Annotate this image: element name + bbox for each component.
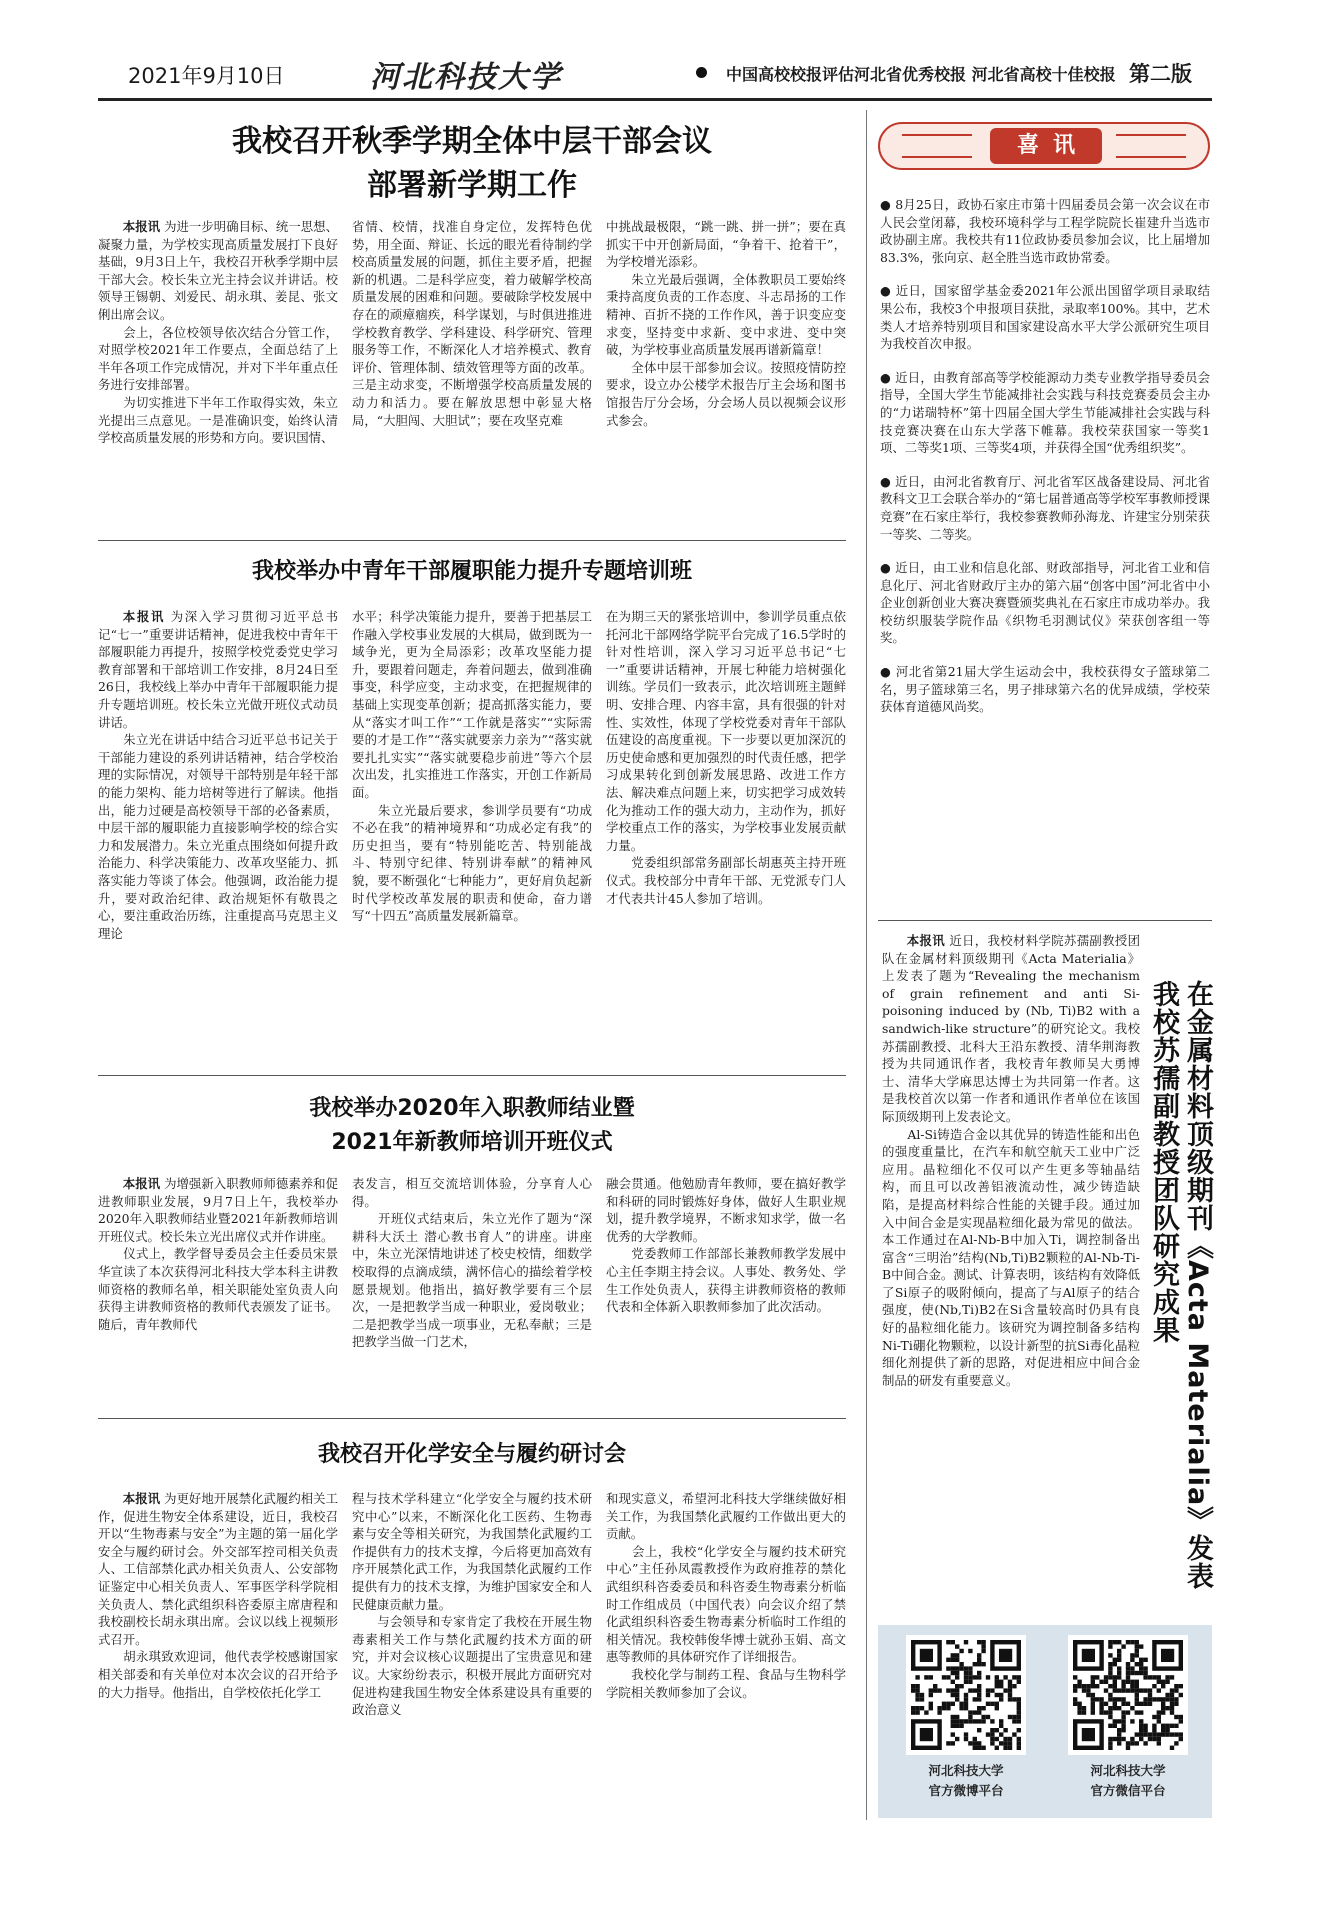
article1-col2-text: 省情、校情，找准自身定位，发挥特色优势，用全面、辩证、长远的眼光看待制约学校高质量发展的问题，抓住主要矛盾，把握新的机遇。二是科学应变，着力破解学校高质量发展的困难和问题。要破除学校发展中存在的顽瘴痼疾，科学谋划，与时俱进推进学校教育教学、学科建设、科学研究、管理服务等工作，不断深化人才培养模式、教育评价、管理体制、绩效管理等方面的改革。三是主动求变，不断增强学校高质量发展的动力和活力。要在解放思想中彰显大格局，“大胆闯、大胆试”；要在攻坚克难 xyxy=(352,219,592,428)
article4-col1-text: 为更好地开展禁化武履约相关工作，促进生物安全体系建设，近日，我校召开以“生物毒素与安全”为主题的第一届化学安全与履约研讨会。外交部军控司相关负责人、工信部禁化武办相关负责人、公安部物证鉴定中心相关负责人、军事医学科学院相关负责人、禁化武组织科咨委原主席唐程和我校副校长胡永琪出席。会议以线上视频形式召开。 胡永琪致欢迎词，他代表学校感谢国家相关部委和有关单位对本次会议的召开给予的大力指导。他指出，自学校依托化学工 xyxy=(98,1491,338,1700)
article3-col3-text: 融会贯通。他勉励青年教师，要在搞好教学和科研的同时锻炼好身体，做好人生职业规划，提升教学境界，不断求知求学，做一名优秀的大学教师。 党委教师工作部部长兼教师教学发展中心主任李期主持会议。人事处、教务处、学生工作处负责人，获得主讲教师资格的教师代表和全体新入职教师参加了此次活动。 xyxy=(606,1176,846,1315)
newspaper-logo: 河北科技大学 xyxy=(370,60,562,95)
weixin-caption-line1: 河北科技大学 xyxy=(1090,1763,1166,1778)
list-item: ● 近日，由河北省教育厅、河北省军区战备建设局、河北省教科文卫工会联合举办的“第七届普通高等学校军事教师授课竞赛”在石家庄举行，我校参赛教师孙海龙、许建宝分别荣获一等奖、二等奖。 xyxy=(880,473,1210,542)
article5-lead-label: 本报讯 xyxy=(906,933,946,948)
article3-title-line2: 2021年新教师培训开班仪式 xyxy=(331,1130,613,1155)
banner-ornament-icon xyxy=(902,134,972,158)
good-news-header: 喜讯 xyxy=(990,128,1102,164)
article2-col2 xyxy=(352,608,592,1060)
good-news-item-text: 近日，由河北省教育厅、河北省军区战备建设局、河北省教科文卫工会联合举办的“第七届普通高等学校军事教师授课竞赛”在石家庄举行，我校参赛教师孙海龙、许建宝分别荣获一等奖、二等奖。 xyxy=(880,473,1210,542)
good-news-item-text: 近日，由工业和信息化部、财政部指导，河北省工业和信息化厅、河北省财政厅主办的第六届“创客中国”河北省中小企业创新创业大赛决赛暨颁奖典礼在石家庄市成功举办。我校纺织服装学院作品《织物毛羽测试仪》荣获创客组一等奖。 xyxy=(880,560,1210,646)
article1-col1-text: 为进一步明确目标、统一思想、凝聚力量，为学校实现高质量发展打下良好基础，9月3日上午，我校召开秋季学期中层干部大会。校长朱立光主持会议并讲话。校领导王锡朝、刘爱民、胡永琪、姜昆、张文俐出席会议。 会上，各位校领导依次结合分管工作，对照学校2021年工作要点，全面总结了上半年各项工作完成情况，并对下半年重点任务进行安排部署。 为切实推进下半年工作取得实效，朱立光提出三点意见。一是准确识变，始终认清学校高质量发展的形势和方向。要识国情、 xyxy=(98,219,338,446)
article4-col2-text: 程与技术学科建立“化学安全与履约技术研究中心”以来，不断深化化工医药、生物毒素与安全等相关研究，为我国禁化武履约工作提供有力的技术支撑，今后将更加高效有序开展禁化武工作，为我国禁化武履约工作提供有力的技术支撑，为维护国家安全和人民健康贡献力量。 与会领导和专家肯定了我校在开展生物毒素相关工作与禁化武履约技术方面的研究，并对会议核心议题提出了宝贵意见和建议。大家纷纷表示，积极开展此方面研究对促进构建我国生物安全体系建设具有重要的政治意义 xyxy=(352,1491,592,1718)
article3-col1-text: 为增强新入职教师师德素养和促进教师职业发展，9月7日上午，我校举办2020年入职教师结业暨2021年新教师培训开班仪式。校长朱立光出席仪式并作讲座。 仪式上，教学督导委员会主任委员宋景华宣读了本次获得河北科技大学本科主讲教师资格的教师名单，相关职能处室负责人向获得主讲教师资格的教师代表颁发了证书。随后，青年教师代 xyxy=(98,1176,338,1332)
article2-col2-text: 水平；科学决策能力提升，要善于把基层工作融入学校事业发展的大棋局，做到既为一域争光，更为全局添彩；改革攻坚能力提升，要跟着问题走，奔着问题去，做到准确事变，科学应变，主动求变，在把握规律的基础上实现变革创新；提高抓落实能力，要从“落实才叫工作”“工作就是落实”“实际需要的才是工作”“落实就要亲力亲为”“落实就要扎扎实实”“落实就要稳步前进”等六个层次出发，扎实推进工作落实，开创工作新局面。 朱立光最后要求，参训学员要有“功成不必在我”的精神境界和“功成必定有我”的历史担当，要有“特别能吃苦、特别能战斗、特别守纪律、特别讲奉献”的精神风貌，要不断强化“七种能力”，更好肩负起新时代学校改革发展的职责和使命，奋力谱写“十四五”高质量发展新篇章。 xyxy=(352,609,592,924)
article5-body-text: 近日，我校材料学院苏孺副教授团队在金属材料顶级期刊《Acta Materialia》上发表了题为“Revealing the mechanism of grain refinement and anti Si-poisoning induced by (Nb, Ti)B2 with a sandwich-like structure”的研究论文。我校苏孺副教授、北科大王沿东教授、清华荆海教授为共同通讯作者，我校青年教师吴大勇博士、清华大学麻思达博士为共同第一作者。这是我校首次以第一作者和通讯作者单位在该国际顶级期刊上发表论文。 Al-Si铸造合金以其优异的铸造性能和出色的强度重量比，在汽车和航空航天工业中广泛应用。晶粒细化不仅可以产生更多等轴晶结构，而且可以改善铝液流动性，减少铸造缺陷，是提高材料综合性能的关键手段。通过加入中间合金是实现晶粒细化最为常见的做法。本工作通过在Al-Nb-B中加入Ti，调控制备出富含“三明治”结构(Nb,Ti)B2颗粒的Al-Nb-Ti-B中间合金。测试、计算表明，该结构有效降低了Si原子的吸附倾向，提高了与Al原子的结合强度，使(Nb,Ti)B2在Si含量较高时仍具有良好的晶粒细化能力。该研究为调控制备多结构Ni-Ti硼化物颗粒，以设计新型的抗Si毒化晶粒细化剂提供了新的思路，对促进相应中间合金制品的研发有重要意义。 xyxy=(882,933,1140,1388)
article4-col2 xyxy=(352,1490,592,1810)
article3-lead-label: 本报讯 xyxy=(122,1176,161,1191)
good-news-list xyxy=(880,196,1210,916)
article2-col3-text: 在为期三天的紧张培训中，参训学员重点依托河北干部网络学院平台完成了16.5学时的针对性培训，深入学习习近平总书记“七一”重要讲话精神，开展七种能力培树强化训练。学员们一致表示，此次培训班主题鲜明、安排合理、内容丰富，具有很强的针对性、实效性，体现了学校党委对青年干部队伍建设的高度重视。下一步要以更加深沉的历史使命感和更加强烈的时代责任感，把学习成果转化到创新发展思路、改进工作方法、解决难点问题上来，切实把学习成效转化为推动工作的强大动力，主动作为，抓好学校重点工作的落实，为学校事业发展贡献力量。 党委组织部常务副部长胡惠英主持开班仪式。我校部分中青年干部、无党派专门人才代表共计45人参加了培训。 xyxy=(606,609,846,906)
good-news-banner xyxy=(878,122,1210,170)
article3-col3 xyxy=(606,1175,846,1407)
article2-title: 我校举办中青年干部履职能力提升专题培训班 xyxy=(251,559,692,584)
list-item: ● 近日，国家留学基金委2021年公派出国留学项目录取结果公布，我校3个申报项目获批，录取率100%。其中，艺术类人才培养特别项目和国家建设高水平大学公派研究生项目为我校首次申报。 xyxy=(880,283,1210,352)
article2-body xyxy=(98,608,846,1060)
article5-body xyxy=(882,932,1140,1616)
article1-title-line2: 部署新学期工作 xyxy=(367,168,577,203)
weibo-caption xyxy=(896,1761,1036,1801)
article2-col1-text: 为深入学习贯彻习近平总书记“七一”重要讲话精神，促进我校中青年干部履职能力再提升，按照学校党委党史学习教育部署和干部培训工作安排，8月24日至26日，我校线上举办中青年干部履职能力提升专题培训班。校长朱立光做开班仪式动员讲话。 朱立光在讲话中结合习近平总书记关于干部能力建设的系列讲话精神，结合学校治理的实际情况，对领导干部特别是年轻干部的能力架构、能力培树等进行了解读。他指出，能力过硬是高校领导干部的必备素质，中层干部的履职能力直接影响学校的综合实力和发展潜力。朱立光重点围绕如何提升政治能力、科学决策能力、改革攻坚能力、抓落实能力等谈了体会。他强调，政治能力提升，要对政治纪律、政治规矩怀有敬畏之心，要注重政治历练，注重提高马克思主义理论 xyxy=(98,609,338,941)
article2-col1 xyxy=(98,608,338,1060)
weixin-caption-line2: 官方微信平台 xyxy=(1090,1783,1166,1798)
article4-col3-text: 和现实意义，希望河北科技大学继续做好相关工作，为我国禁化武履约工作做出更大的贡献。 会上，我校“化学安全与履约技术研究中心”主任孙凤霞教授作为政府推荐的禁化武组织科咨委委员和科咨委生物毒素分析临时工作组成员（中国代表）向会议介绍了禁化武组织科咨委生物毒素分析临时工作组的相关情况。我校韩俊华博士就孙玉娟、高文惠等教师的具体研究作了详细报告。 我校化学与制药工程、食品与生物科学学院相关教师参加了会议。 xyxy=(606,1491,846,1700)
weibo-caption-line1: 河北科技大学 xyxy=(928,1763,1004,1778)
article1-body xyxy=(98,218,846,530)
bullet-dot-icon xyxy=(696,67,707,78)
qr-code-icon xyxy=(911,1640,1021,1750)
good-news-item-text: 河北省第21届大学生运动会中，我校获得女子篮球第二名，男子篮球第三名，男子排球第六名的优异成绩，学校荣获体育道德风尚奖。 xyxy=(880,664,1210,715)
good-news-item-text: 8月25日，政协石家庄市第十四届委员会第一次会议在市人民会堂闭幕，我校环境科学与工程学院院长崔建升当选市政协副主席。我校共有11位政协委员参加会议，比上届增加83.3%，张向京、赵全胜当选市政协常委。 xyxy=(880,197,1210,265)
issue-date: 2021年9月10日 xyxy=(128,64,285,88)
article1-col1 xyxy=(98,218,338,530)
edition-label: 第二版 xyxy=(1129,62,1192,86)
list-item: ● 8月25日，政协石家庄市第十四届委员会第一次会议在市人民会堂闭幕，我校环境科学与工程学院院长崔建升当选市政协副主席。我校共有11位政协委员参加会议，比上届增加83.3%，张向京、赵全胜当选市政协常委。 xyxy=(880,197,1210,265)
article4-title: 我校召开化学安全与履约研讨会 xyxy=(317,1442,626,1467)
qr-code-icon xyxy=(1073,1640,1183,1750)
list-item: ● 近日，由教育部高等学校能源动力类专业教学指导委员会指导，全国大学生节能减排社会实践与科技竞赛委员会主办的“力诺瑞特杯”第十四届全国大学生节能减排社会实践与科技竞赛决赛在山东大学落下帷幕。我校荣获国家一等奖1项、二等奖1项、三等奖4项，并获得全国“优秀组织奖”。 xyxy=(880,369,1210,456)
weixin-qr-code[interactable] xyxy=(1068,1635,1188,1755)
article3-col1 xyxy=(98,1175,338,1407)
article3-title-line1: 我校举办2020年入职教师结业暨 xyxy=(309,1096,635,1121)
article1-lead-label: 本报讯 xyxy=(122,219,161,234)
article3-body xyxy=(98,1175,846,1407)
weibo-caption-line2: 官方微博平台 xyxy=(928,1783,1004,1798)
banner-ornament-icon xyxy=(1116,134,1186,158)
divider xyxy=(98,1075,846,1076)
divider xyxy=(98,540,846,541)
weibo-qr-code[interactable] xyxy=(906,1635,1026,1755)
masthead-tagline: 中国高校校报评估河北省优秀校报 河北省高校十佳校报 xyxy=(726,65,1116,84)
article1-col3 xyxy=(606,218,846,530)
article5-title-line1: 在金属材料顶级期刊《Acta Materialia》发表 xyxy=(1182,980,1213,1591)
weixin-caption xyxy=(1058,1761,1198,1801)
article4-col1 xyxy=(98,1490,338,1810)
divider xyxy=(878,920,1212,921)
good-news-item-text: 近日，由教育部高等学校能源动力类专业教学指导委员会指导，全国大学生节能减排社会实践与科技竞赛委员会主办的“力诺瑞特杯”第十四届全国大学生节能减排社会实践与科技竞赛决赛在山东大学落下帷幕。我校荣获国家一等奖1项、二等奖1项、三等奖4项，并获得全国“优秀组织奖”。 xyxy=(880,369,1210,456)
list-item: ● 近日，由工业和信息化部、财政部指导，河北省工业和信息化厅、河北省财政厅主办的第六届“创客中国”河北省中小企业创新创业大赛决赛暨颁奖典礼在石家庄市成功举办。我校纺织服装学院作品《织物毛羽测试仪》荣获创客组一等奖。 xyxy=(880,560,1210,646)
article3-col2 xyxy=(352,1175,592,1407)
qr-panel xyxy=(878,1625,1212,1818)
article1-col2 xyxy=(352,218,592,530)
article4-body xyxy=(98,1490,846,1810)
article5-vertical-title xyxy=(1142,980,1214,1600)
article2-lead-label: 本报讯 xyxy=(122,609,166,624)
divider xyxy=(98,1418,846,1419)
column-rule xyxy=(866,110,867,1820)
article1-col3-text: 中挑战最极限，“跳一跳、拼一拼”；要在真抓实干中开创新局面，“争着干、抢着干”，为学校增光添彩。 朱立光最后强调，全体教职员工要始终秉持高度负责的工作态度、斗志昂扬的工作精神、百折不挠的工作作风，善于识变应变求变，坚持变中求新、变中求进、变中突破，为学校事业高质量发展再谱新篇章！ 全体中层干部参加会议。按照疫情防控要求，设立办公楼学术报告厅主会场和图书馆报告厅分会场，分会场人员以视频会议形式参会。 xyxy=(606,219,846,428)
article4-col3 xyxy=(606,1490,846,1810)
article1-title-line1: 我校召开秋季学期全体中层干部会议 xyxy=(232,124,712,159)
article4-lead-label: 本报讯 xyxy=(122,1491,161,1506)
list-item: ● 河北省第21届大学生运动会中，我校获得女子篮球第二名，男子篮球第三名，男子排球第六名的优异成绩，学校荣获体育道德风尚奖。 xyxy=(880,664,1210,715)
masthead-rule xyxy=(98,98,1212,101)
article3-col2-text: 表发言，相互交流培训体验，分享育人心得。 开班仪式结束后，朱立光作了题为“深耕科大沃土 潜心教书育人”的讲座。讲座中，朱立光深情地讲述了校史校情，细数学校取得的点滴成绩，满怀信心的描绘着学校愿景规划。他指出，搞好教学要有三个层次，一是把教学当成一种职业，爱岗敬业；二是把教学当成一项事业，无私奉献；三是把教学当做一门艺术， xyxy=(352,1176,592,1350)
good-news-item-text: 近日，国家留学基金委2021年公派出国留学项目录取结果公布，我校3个申报项目获批，录取率100%。其中，艺术类人才培养特别项目和国家建设高水平大学公派研究生项目为我校首次申报。 xyxy=(880,283,1210,352)
article2-col3 xyxy=(606,608,846,1060)
article1-title xyxy=(98,120,846,208)
article3-title xyxy=(98,1092,846,1160)
article5-title-line2: 我校苏孺副教授团队研究成果 xyxy=(1148,980,1179,1344)
